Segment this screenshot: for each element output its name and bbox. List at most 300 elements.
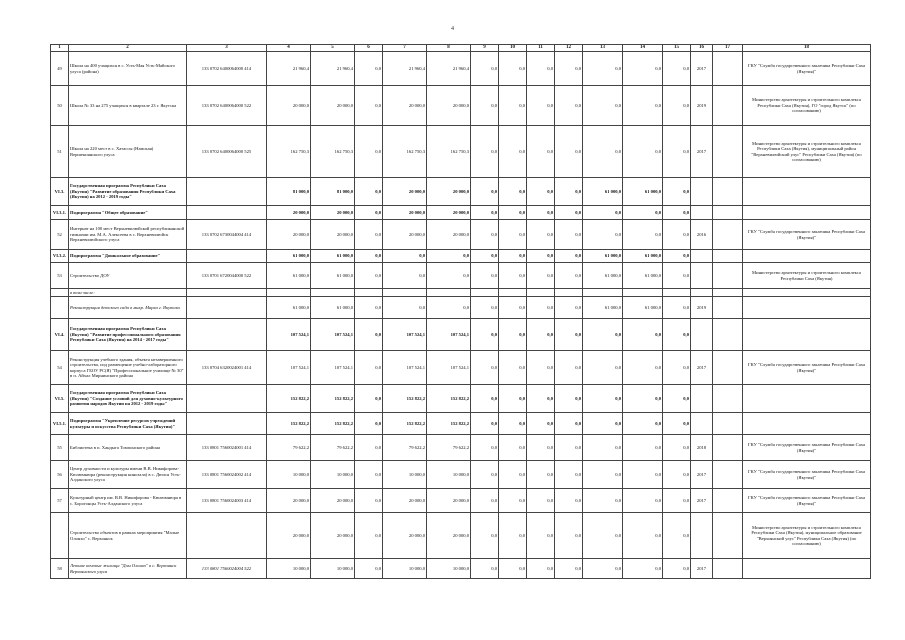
- responsible-party: [743, 178, 871, 206]
- amount-col-13: 0,0: [583, 489, 623, 513]
- budget-code: 133 0702 6400064000 525: [187, 126, 267, 178]
- amount-col-9: 0,0: [471, 489, 499, 513]
- amount-col-14: 0,0: [623, 86, 663, 126]
- amount-col-11: [527, 289, 555, 297]
- completion-year: [691, 319, 713, 351]
- object-name: Государственная программа Республики Саха (Якутия) "Создание условий для духовно-культурного развития народов Якутии на 2012 - 2019 годы": [69, 385, 187, 413]
- amount-col-15: 0,0: [663, 178, 691, 206]
- amount-col-11: 0,0: [527, 250, 555, 263]
- table-row: [51, 461, 871, 489]
- amount-col-8: 152 822,2: [427, 413, 471, 435]
- row-index: [51, 297, 69, 319]
- completion-year: [691, 413, 713, 435]
- amount-col-8: 162 750,3: [427, 126, 471, 178]
- amount-col-7: 20 000,0: [383, 513, 427, 559]
- amount-col-9: 0,0: [471, 461, 499, 489]
- responsible-party: ГКУ "Служба государственного заказчика Республики Саха (Якутия)": [743, 435, 871, 461]
- amount-col-6: 0,0: [355, 461, 383, 489]
- column-header: 15: [663, 45, 691, 52]
- amount-col-12: 0,0: [555, 250, 583, 263]
- column-header: 11: [527, 45, 555, 52]
- responsible-party: [743, 297, 871, 319]
- amount-col-15: 0,0: [663, 489, 691, 513]
- amount-col-6: 0,0: [355, 513, 383, 559]
- amount-col-9: 0,0: [471, 52, 499, 86]
- object-name: Подпрограмма "Общее образование": [69, 206, 187, 220]
- object-name: Центр духовности и культуры имени В.В. Никифорова-Кюлюмнюра (реконструкция кинозала) в с. Дюпся Усть-Алданского улуса: [69, 461, 187, 489]
- responsible-party: Министерство архитектуры и строительного комплекса Республики Саха (Якутия), муниципальный район "Верхневилюйский улус" Республики Саха (Якутия) (по согласованию): [743, 126, 871, 178]
- completion-year: 2017: [691, 351, 713, 385]
- total-amount: 10 000,0: [267, 461, 311, 489]
- amount-col-11: 0,0: [527, 86, 555, 126]
- amount-col-12: 0,0: [555, 126, 583, 178]
- amount-col-6: 0,0: [355, 250, 383, 263]
- completion-year: 2017: [691, 126, 713, 178]
- col-17: [713, 250, 743, 263]
- amount-col-11: 0,0: [527, 178, 555, 206]
- amount-col-5: 10 000,0: [311, 559, 355, 579]
- amount-col-11: 0,0: [527, 263, 555, 289]
- amount-col-9: 0,0: [471, 413, 499, 435]
- amount-col-8: 0,0: [427, 263, 471, 289]
- table-row: [51, 86, 871, 126]
- amount-col-6: 0,0: [355, 178, 383, 206]
- budget-code: [187, 178, 267, 206]
- amount-col-14: 0,0: [623, 385, 663, 413]
- responsible-party: ГКУ "Служба государственного заказчика Республики Саха (Якутия)": [743, 220, 871, 250]
- total-amount: 81 000,0: [267, 178, 311, 206]
- amount-col-5: 107 524,1: [311, 319, 355, 351]
- amount-col-9: [471, 289, 499, 297]
- amount-col-10: 0,0: [499, 351, 527, 385]
- amount-col-7: 107 524,1: [383, 351, 427, 385]
- amount-col-13: [583, 289, 623, 297]
- amount-col-8: 20 000,0: [427, 489, 471, 513]
- row-index: 52: [51, 220, 69, 250]
- amount-col-9: 0,0: [471, 435, 499, 461]
- completion-year: 2016: [691, 220, 713, 250]
- table-row: [51, 385, 871, 413]
- total-amount: 107 524,1: [267, 319, 311, 351]
- amount-col-13: 0,0: [583, 559, 623, 579]
- amount-col-11: 0,0: [527, 351, 555, 385]
- amount-col-7: 20 000,0: [383, 220, 427, 250]
- amount-col-11: 0,0: [527, 319, 555, 351]
- amount-col-7: 10 000,0: [383, 461, 427, 489]
- budget-code: [187, 289, 267, 297]
- object-name: Школа № 33 на 275 учащихся в квартале 23 г. Якутска: [69, 86, 187, 126]
- amount-col-12: 0,0: [555, 435, 583, 461]
- amount-col-15: 0,0: [663, 351, 691, 385]
- amount-col-7: 20 000,0: [383, 178, 427, 206]
- table-row: [51, 206, 871, 220]
- amount-col-11: 0,0: [527, 435, 555, 461]
- amount-col-5: 20 000,0: [311, 86, 355, 126]
- amount-col-5: 61 000,0: [311, 297, 355, 319]
- amount-col-13: 0,0: [583, 435, 623, 461]
- table-row: [51, 297, 871, 319]
- row-index: 56: [51, 461, 69, 489]
- responsible-party: Министерство архитектуры и строительного комплекса Республики Саха (Якутия), ГО "город Якутск" (по согласованию): [743, 86, 871, 126]
- row-index: 54: [51, 351, 69, 385]
- total-amount: 20 000,0: [267, 206, 311, 220]
- table-row: [51, 513, 871, 559]
- amount-col-5: 162 750,3: [311, 126, 355, 178]
- budget-code: [187, 297, 267, 319]
- amount-col-9: 0,0: [471, 178, 499, 206]
- amount-col-6: 0,0: [355, 263, 383, 289]
- col-17: [713, 263, 743, 289]
- total-amount: 79 622,2: [267, 435, 311, 461]
- amount-col-5: [311, 289, 355, 297]
- amount-col-14: 0,0: [623, 206, 663, 220]
- object-name: Строительство объектов в рамках мероприятия "Малые Олонхо" с. Верхоянск: [69, 513, 187, 559]
- table-row: [51, 351, 871, 385]
- amount-col-9: 0,0: [471, 250, 499, 263]
- total-amount: [267, 289, 311, 297]
- table-row: [51, 250, 871, 263]
- amount-col-14: [623, 289, 663, 297]
- table-row: [51, 435, 871, 461]
- col-17: [713, 297, 743, 319]
- amount-col-14: 0,0: [623, 559, 663, 579]
- amount-col-8: 0,0: [427, 297, 471, 319]
- amount-col-5: 152 822,2: [311, 413, 355, 435]
- amount-col-6: 0,0: [355, 559, 383, 579]
- column-header: 10: [499, 45, 527, 52]
- amount-col-11: 0,0: [527, 220, 555, 250]
- amount-col-6: 0,0: [355, 351, 383, 385]
- amount-col-12: 0,0: [555, 559, 583, 579]
- budget-code: 133 0702 6400064000 522: [187, 86, 267, 126]
- amount-col-13: 0,0: [583, 461, 623, 489]
- amount-col-9: 0,0: [471, 263, 499, 289]
- amount-col-5: 21 960,4: [311, 52, 355, 86]
- amount-col-15: 0,0: [663, 206, 691, 220]
- amount-col-14: 0,0: [623, 435, 663, 461]
- budget-code: [187, 206, 267, 220]
- amount-col-14: 0,0: [623, 489, 663, 513]
- amount-col-15: 0,0: [663, 461, 691, 489]
- amount-col-7: 152 822,2: [383, 385, 427, 413]
- amount-col-6: 0,0: [355, 52, 383, 86]
- amount-col-8: 20 000,0: [427, 178, 471, 206]
- amount-col-6: 0,0: [355, 220, 383, 250]
- amount-col-9: 0,0: [471, 513, 499, 559]
- object-name: Интернат на 100 мест Верхневилюйской республиканской гимназии им. М.А. Алексеева в с. Верхневилюйск Верхневилюйского улуса: [69, 220, 187, 250]
- amount-col-15: [663, 289, 691, 297]
- object-name: Государственная программа Республики Саха (Якутия) "Развитие профессионального образования Республики Саха (Якутия) на 2014 - 2017 годы": [69, 319, 187, 351]
- amount-col-9: 0,0: [471, 206, 499, 220]
- amount-col-11: 0,0: [527, 52, 555, 86]
- column-header: 7: [383, 45, 427, 52]
- responsible-party: ГКУ "Служба государственного заказчика Республики Саха (Якутия)": [743, 351, 871, 385]
- col-17: [713, 351, 743, 385]
- budget-code: [187, 385, 267, 413]
- object-name: Государственная программа Республики Саха (Якутия) "Развитие образования Республики Саха (Якутия) на 2012 - 2019 годы": [69, 178, 187, 206]
- total-amount: 61 000,0: [267, 263, 311, 289]
- responsible-party: [743, 319, 871, 351]
- amount-col-8: 20 000,0: [427, 220, 471, 250]
- column-header: 6: [355, 45, 383, 52]
- row-index: 55: [51, 435, 69, 461]
- completion-year: 2019: [691, 86, 713, 126]
- amount-col-10: [499, 289, 527, 297]
- amount-col-10: 0,0: [499, 178, 527, 206]
- row-index: VI.5.: [51, 385, 69, 413]
- amount-col-8: 21 960,4: [427, 52, 471, 86]
- amount-col-9: 0,0: [471, 297, 499, 319]
- amount-col-6: 0,0: [355, 385, 383, 413]
- column-header: 9: [471, 45, 499, 52]
- total-amount: 162 750,3: [267, 126, 311, 178]
- amount-col-13: 0,0: [583, 206, 623, 220]
- col-17: [713, 289, 743, 297]
- amount-col-6: 0,0: [355, 413, 383, 435]
- table-row: [51, 319, 871, 351]
- amount-col-10: 0,0: [499, 435, 527, 461]
- amount-col-8: 152 822,2: [427, 385, 471, 413]
- budget-code: [187, 319, 267, 351]
- col-17: [713, 559, 743, 579]
- responsible-party: [743, 385, 871, 413]
- amount-col-14: 0,0: [623, 461, 663, 489]
- amount-col-5: 61 000,0: [311, 263, 355, 289]
- completion-year: [691, 289, 713, 297]
- amount-col-14: 0,0: [623, 351, 663, 385]
- col-17: [713, 52, 743, 86]
- responsible-party: Министерство архитектуры и строительного комплекса Республики Саха (Якутия), муниципальное образование "Верхоянский улус" Республики Саха (Якутия) (по согласованию): [743, 513, 871, 559]
- amount-col-8: 0,0: [427, 250, 471, 263]
- amount-col-14: 0,0: [623, 52, 663, 86]
- amount-col-13: 0,0: [583, 413, 623, 435]
- amount-col-12: 0,0: [555, 413, 583, 435]
- amount-col-5: 107 524,1: [311, 351, 355, 385]
- amount-col-8: 20 000,0: [427, 206, 471, 220]
- amount-col-10: 0,0: [499, 319, 527, 351]
- amount-col-7: 0,0: [383, 250, 427, 263]
- row-index: [51, 513, 69, 559]
- column-header: 12: [555, 45, 583, 52]
- row-index: 58: [51, 559, 69, 579]
- amount-col-15: 0,0: [663, 297, 691, 319]
- amount-col-13: 61 000,0: [583, 263, 623, 289]
- responsible-party: [743, 250, 871, 263]
- amount-col-15: 0,0: [663, 126, 691, 178]
- col-17: [713, 435, 743, 461]
- col-17: [713, 461, 743, 489]
- table-row: [51, 413, 871, 435]
- amount-col-14: 0,0: [623, 319, 663, 351]
- object-name: Строительство ДОУ: [69, 263, 187, 289]
- col-17: [713, 126, 743, 178]
- row-index: VI.3.2.: [51, 250, 69, 263]
- amount-col-7: 10 000,0: [383, 559, 427, 579]
- amount-col-8: 107 524,1: [427, 319, 471, 351]
- table-row: [51, 178, 871, 206]
- budget-code: 133 0702 6400064000 414: [187, 52, 267, 86]
- responsible-party: [743, 289, 871, 297]
- amount-col-11: 0,0: [527, 559, 555, 579]
- col-17: [713, 513, 743, 559]
- amount-col-12: [555, 289, 583, 297]
- total-amount: 61 000,0: [267, 297, 311, 319]
- budget-code: 133 0704 6320024001 414: [187, 351, 267, 385]
- amount-col-12: 0,0: [555, 206, 583, 220]
- column-header: 3: [187, 45, 267, 52]
- column-header: 13: [583, 45, 623, 52]
- object-name: Подпрограмма "Укрепление ресурсов учреждений культуры и искусства Республики Саха (Якутия)": [69, 413, 187, 435]
- column-header: 16: [691, 45, 713, 52]
- amount-col-10: 0,0: [499, 206, 527, 220]
- amount-col-7: 107 524,1: [383, 319, 427, 351]
- responsible-party: ГКУ "Служба государственного заказчика Республики Саха (Якутия)": [743, 52, 871, 86]
- budget-code: [187, 250, 267, 263]
- total-amount: 152 822,2: [267, 385, 311, 413]
- amount-col-6: 0,0: [355, 489, 383, 513]
- column-header: 2: [69, 45, 187, 52]
- table-row: [51, 126, 871, 178]
- responsible-party: ГКУ "Служба государственного заказчика Республики Саха (Якутия)": [743, 489, 871, 513]
- object-name: Реконструкция учебного здания, объекта незавершенного строительства, под размещение учебно-лабораторного корпуса ГБОУ РС(Я) "Профессиональное училище № 30" в п. Айхал Мирнинского района: [69, 351, 187, 385]
- budget-code: 133 0801 7560024001 414: [187, 435, 267, 461]
- row-index: [51, 289, 69, 297]
- amount-col-5: 152 822,2: [311, 385, 355, 413]
- amount-col-10: 0,0: [499, 385, 527, 413]
- col-17: [713, 319, 743, 351]
- amount-col-15: 0,0: [663, 385, 691, 413]
- amount-col-5: 20 000,0: [311, 220, 355, 250]
- amount-col-10: 0,0: [499, 413, 527, 435]
- total-amount: 107 524,1: [267, 351, 311, 385]
- amount-col-6: [355, 289, 383, 297]
- amount-col-9: 0,0: [471, 385, 499, 413]
- amount-col-6: 0,0: [355, 297, 383, 319]
- amount-col-6: 0,0: [355, 86, 383, 126]
- amount-col-13: 0,0: [583, 126, 623, 178]
- amount-col-14: 0,0: [623, 126, 663, 178]
- amount-col-7: 0,0: [383, 297, 427, 319]
- completion-year: [691, 263, 713, 289]
- amount-col-13: 0,0: [583, 351, 623, 385]
- row-index: 51: [51, 126, 69, 178]
- amount-col-6: 0,0: [355, 126, 383, 178]
- amount-col-7: 152 822,2: [383, 413, 427, 435]
- amount-col-10: 0,0: [499, 250, 527, 263]
- amount-col-13: 0,0: [583, 86, 623, 126]
- amount-col-12: 0,0: [555, 86, 583, 126]
- budget-table: [50, 44, 871, 579]
- amount-col-8: 79 622,2: [427, 435, 471, 461]
- amount-col-9: 0,0: [471, 351, 499, 385]
- col-17: [713, 489, 743, 513]
- total-amount: 10 000,0: [267, 559, 311, 579]
- amount-col-8: 10 000,0: [427, 461, 471, 489]
- amount-col-9: 0,0: [471, 126, 499, 178]
- completion-year: [691, 513, 713, 559]
- amount-col-12: 0,0: [555, 178, 583, 206]
- amount-col-12: 0,0: [555, 461, 583, 489]
- amount-col-14: 61 000,0: [623, 263, 663, 289]
- completion-year: [691, 250, 713, 263]
- column-header: 1: [51, 45, 69, 52]
- completion-year: 2017: [691, 489, 713, 513]
- completion-year: 2019: [691, 297, 713, 319]
- amount-col-8: 107 524,1: [427, 351, 471, 385]
- total-amount: 20 000,0: [267, 513, 311, 559]
- completion-year: [691, 206, 713, 220]
- object-name: в том числе:: [69, 289, 187, 297]
- total-amount: 20 000,0: [267, 489, 311, 513]
- amount-col-12: 0,0: [555, 297, 583, 319]
- column-header: 8: [427, 45, 471, 52]
- amount-col-13: 0,0: [583, 385, 623, 413]
- amount-col-5: 81 000,0: [311, 178, 355, 206]
- object-name: Летние кочевые жилища "Дом Олонхо" в с. Верхоянск Верхоянского улуса: [69, 559, 187, 579]
- amount-col-14: 0,0: [623, 220, 663, 250]
- amount-col-8: [427, 289, 471, 297]
- header-row: [51, 45, 871, 52]
- amount-col-14: 61 000,0: [623, 250, 663, 263]
- row-index: VI.4.: [51, 319, 69, 351]
- amount-col-10: 0,0: [499, 126, 527, 178]
- total-amount: 20 000,0: [267, 86, 311, 126]
- amount-col-12: 0,0: [555, 263, 583, 289]
- column-header: 17: [713, 45, 743, 52]
- amount-col-10: 0,0: [499, 86, 527, 126]
- amount-col-15: 0,0: [663, 86, 691, 126]
- amount-col-11: 0,0: [527, 385, 555, 413]
- responsible-party: [743, 559, 871, 579]
- amount-col-15: 0,0: [663, 435, 691, 461]
- table-row: [51, 52, 871, 86]
- completion-year: 2017: [691, 52, 713, 86]
- object-name: Культурный центр им. В.В. Никифорова - Кюлюмнюра в с. Борогонцы Усть-Алданского улуса: [69, 489, 187, 513]
- amount-col-5: 10 000,0: [311, 461, 355, 489]
- amount-col-10: 0,0: [499, 52, 527, 86]
- row-index: 49: [51, 52, 69, 86]
- amount-col-12: 0,0: [555, 220, 583, 250]
- amount-col-11: 0,0: [527, 413, 555, 435]
- amount-col-15: 0,0: [663, 413, 691, 435]
- amount-col-12: 0,0: [555, 385, 583, 413]
- amount-col-10: 0,0: [499, 489, 527, 513]
- amount-col-13: 0,0: [583, 319, 623, 351]
- object-name: Подпрограмма "Дошкольное образование": [69, 250, 187, 263]
- budget-code: 133 0801 7560024004 522: [187, 559, 267, 579]
- amount-col-5: 79 622,2: [311, 435, 355, 461]
- column-header: 14: [623, 45, 663, 52]
- amount-col-15: 0,0: [663, 513, 691, 559]
- amount-col-9: 0,0: [471, 319, 499, 351]
- amount-col-14: 0,0: [623, 413, 663, 435]
- amount-col-14: 61 000,0: [623, 178, 663, 206]
- col-17: [713, 413, 743, 435]
- budget-code: 133 0701 6720044000 522: [187, 263, 267, 289]
- amount-col-7: 162 750,3: [383, 126, 427, 178]
- amount-col-15: 0,0: [663, 220, 691, 250]
- amount-col-5: 20 000,0: [311, 206, 355, 220]
- amount-col-15: 0,0: [663, 319, 691, 351]
- responsible-party: [743, 206, 871, 220]
- col-17: [713, 178, 743, 206]
- amount-col-7: 20 000,0: [383, 206, 427, 220]
- amount-col-10: 0,0: [499, 461, 527, 489]
- amount-col-12: 0,0: [555, 319, 583, 351]
- amount-col-13: 0,0: [583, 513, 623, 559]
- amount-col-14: 61 000,0: [623, 297, 663, 319]
- column-header: 18: [743, 45, 871, 52]
